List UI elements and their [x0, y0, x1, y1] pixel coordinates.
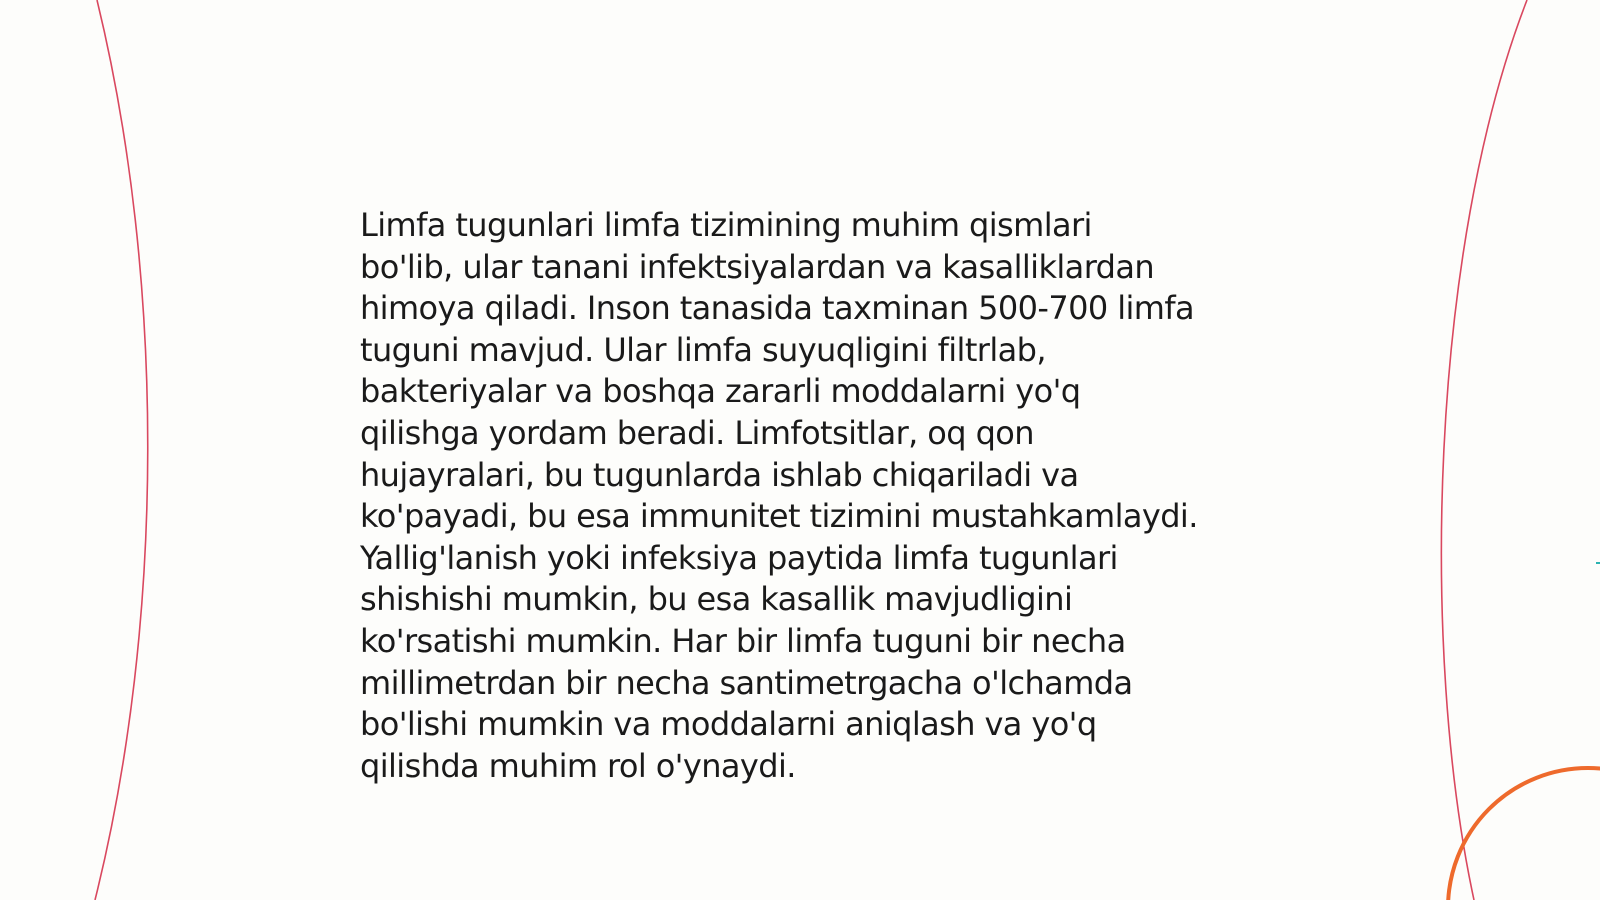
right-curve	[1441, 0, 1527, 900]
body-paragraph	[360, 205, 1260, 787]
paragraph-line-11: ko'rsatishi mumkin. Har bir limfa tuguni bir necha	[360, 621, 1126, 660]
paragraph-line-7: hujayralari, bu tugunlarda ishlab chiqariladi va	[360, 455, 1079, 494]
paragraph-line-14: qilishda muhim rol o'ynaydi.	[360, 746, 796, 785]
paragraph-line-2: bo'lib, ular tanani infektsiyalardan va kasalliklardan	[360, 247, 1155, 286]
paragraph-line-3: himoya qiladi. Inson tanasida taxminan 500-700 limfa	[360, 289, 1195, 328]
left-curve	[95, 0, 148, 900]
paragraph-line-4: tuguni mavjud. Ular limfa suyuqligini filtrlab,	[360, 330, 1046, 369]
orange-circle	[1448, 768, 1600, 900]
paragraph-line-8: ko'payadi, bu esa immunitet tizimini mustahkamlaydi.	[360, 497, 1198, 536]
paragraph-line-9: Yallig'lanish yoki infeksiya paytida limfa tugunlari	[360, 538, 1118, 577]
paragraph-line-10: shishishi mumkin, bu esa kasallik mavjudligini	[360, 580, 1073, 619]
paragraph-line-6: qilishga yordam beradi. Limfotsitlar, oq qon	[360, 413, 1034, 452]
paragraph-line-5: bakteriyalar va boshqa zararli moddalarni yo'q	[360, 372, 1081, 411]
paragraph-line-1: Limfa tugunlari limfa tizimining muhim qismlari	[360, 206, 1092, 244]
paragraph-line-13: bo'lishi mumkin va moddalarni aniqlash va yo'q	[360, 705, 1097, 744]
paragraph-line-12: millimetrdan bir necha santimetrgacha o'lchamda	[360, 663, 1133, 702]
